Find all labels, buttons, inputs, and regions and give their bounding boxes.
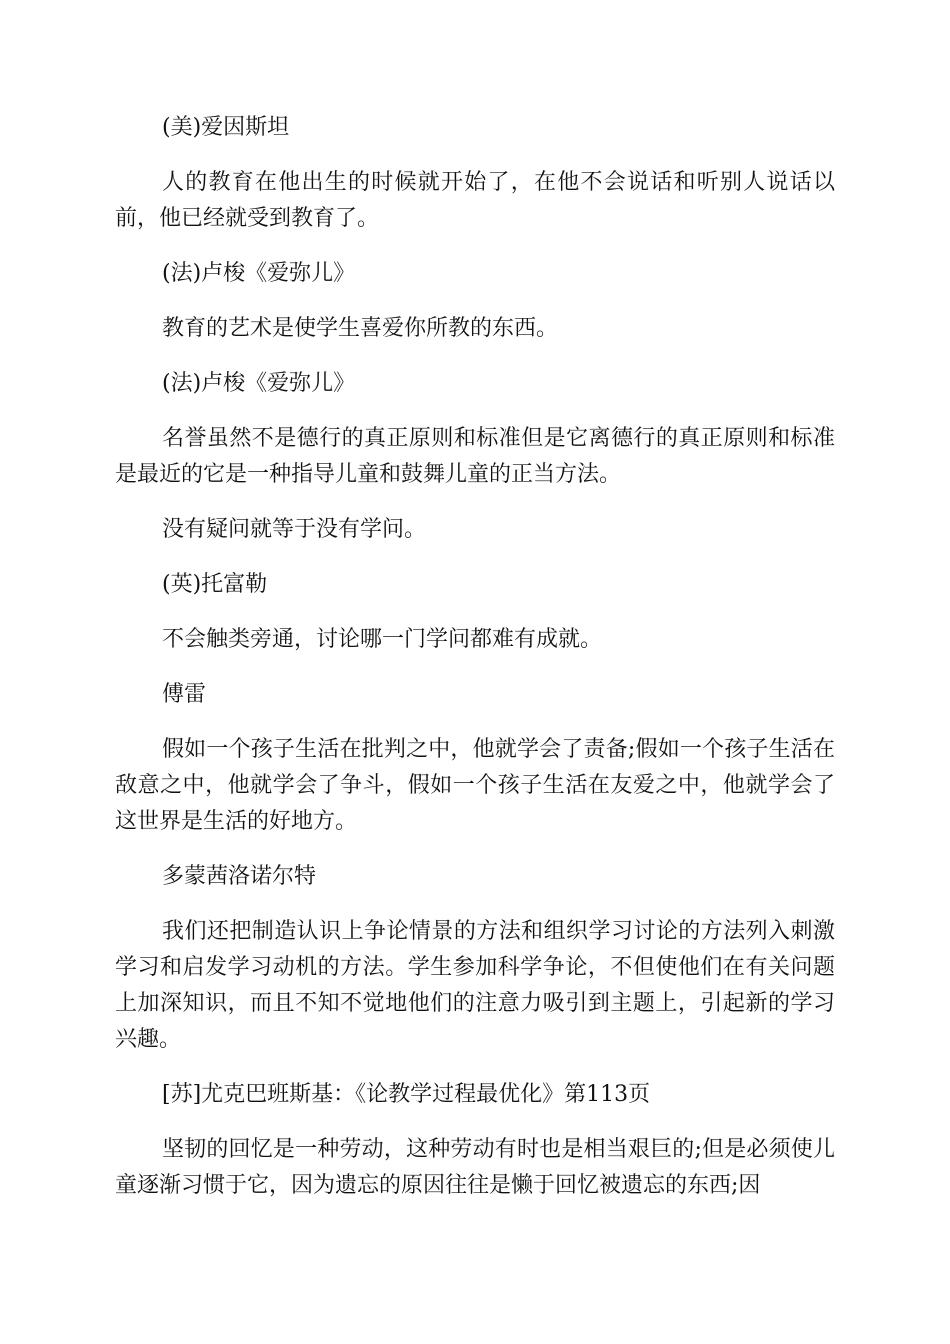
- attribution-rousseau-2: (法)卢梭《爱弥儿》: [162, 371, 356, 396]
- attribution-fu-lei: 傅雷: [162, 682, 207, 707]
- quote-reputation-and-virtue: 名誉虽然不是德行的真正原则和标准但是它离德行的真正原则和标准是最近的它是一种指导儿童和鼓舞儿童的正当方法。: [115, 426, 835, 487]
- attribution-einstein: (美)爱因斯坦: [162, 115, 290, 140]
- attribution-rousseau-1: (法)卢梭《爱弥儿》: [162, 261, 356, 286]
- quote-children-learn-what-they-live: 假如一个孩子生活在批判之中，他就学会了责备;假如一个孩子生活在敌意之中，他就学会了争斗，假如一个孩子生活在友爱之中，他就学会了这世界是生活的好地方。: [115, 737, 835, 834]
- quote-analogy-learning: 不会触类旁通，讨论哪一门学问都难有成就。: [162, 627, 603, 652]
- quote-scientific-debate: 我们还把制造认识上争论情景的方法和组织学习讨论的方法列入刺激学习和启发学习动机的方法。学生参加科学争论，不但使他们在有关问题上加深知识，而且不知不觉地他们的注意力吸引到主题上，引起新的学习兴趣。: [115, 919, 835, 1052]
- attribution-fuller: (英)托富勒: [162, 572, 268, 597]
- quote-no-questions-no-learning: 没有疑问就等于没有学问。: [162, 517, 427, 542]
- quote-art-of-education: 教育的艺术是使学生喜爱你所教的东西。: [162, 316, 559, 341]
- quote-persistent-recall: 坚韧的回忆是一种劳动，这种劳动有时也是相当艰巨的;但是必须使儿童逐渐习惯于它，因为遗忘的原因往往是懒于回忆被遗忘的东西;因: [115, 1137, 835, 1198]
- attribution-babansky: [苏]尤克巴班斯基：《论教学过程最优化》第113页: [162, 1082, 651, 1107]
- attribution-dorothy-law-nolte: 多蒙茜洛诺尔特: [162, 864, 317, 889]
- quote-education-from-birth: 人的教育在他出生的时候就开始了，在他不会说话和听别人说话以前，他已经就受到教育了。: [115, 170, 835, 231]
